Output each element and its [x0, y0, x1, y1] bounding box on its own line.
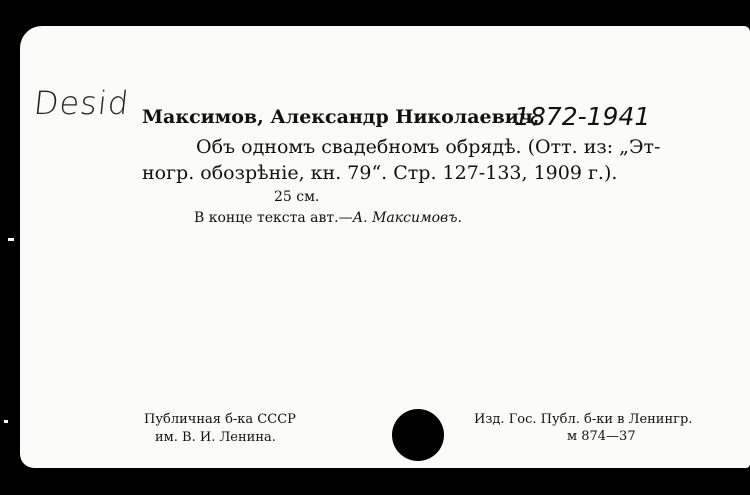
publisher-line-2: м 874—37 [567, 429, 636, 444]
title-line-1: Объ одномъ свадебномъ обрядѣ. (Отт. из: „Эт- [196, 136, 661, 158]
author-heading: Максимов, Александр Николаевич, [142, 106, 540, 128]
title-line-2: ногр. обозрѣніе, кн. 79“. Стр. 127-133, 1909 г.). [142, 162, 618, 184]
catalog-card [20, 26, 750, 468]
note-author: А. Максимовъ. [352, 210, 462, 226]
library-line-1: Публичная б-ка СССР [144, 412, 296, 427]
author-note [194, 210, 462, 226]
edge-mark-left-1 [8, 238, 14, 241]
punch-hole [392, 409, 444, 461]
size-note: 25 см. [274, 189, 320, 205]
author-dates: 1872-1941 [514, 102, 651, 131]
shelf-mark: Desid [32, 84, 132, 122]
note-prefix: В конце текста авт.— [194, 210, 353, 226]
publisher-line-1: Изд. Гос. Публ. б-ки в Ленингр. [474, 412, 693, 427]
library-line-2: им. В. И. Ленина. [155, 430, 276, 445]
edge-mark-left-2 [4, 420, 8, 423]
